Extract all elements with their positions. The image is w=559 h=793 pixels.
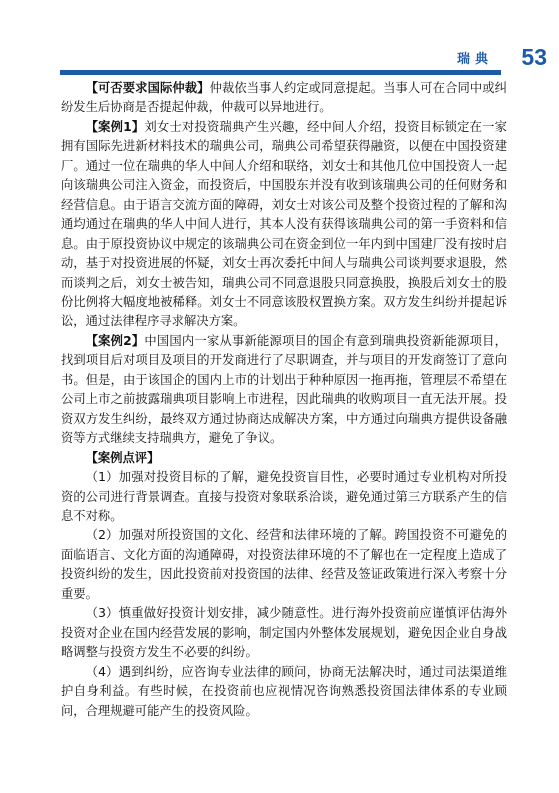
body-text [61, 79, 507, 721]
paragraph-text: （1）加强对投资目标的了解，避免投资盲目性，必要时通过专业机构对所投资的公司进行背景调查。直接与投资对象联系洽谈，避免通过第三方联系产生的信息不对称。 [61, 470, 507, 523]
paragraph-commentary-heading [61, 449, 507, 468]
paragraph-heading: 【可否要求国际仲裁】 [85, 81, 210, 95]
running-header-title: 瑞典 [456, 52, 493, 67]
header-rule [60, 70, 501, 75]
paragraph-point-4 [61, 663, 507, 721]
paragraph-heading: 【案例1】 [85, 119, 145, 134]
paragraph-point-1 [61, 468, 507, 526]
paragraph-heading: 【案例点评】 [85, 450, 160, 465]
paragraph-text: （4）遇到纠纷，应咨询专业法律的顾问，协商无法解决时，通过司法渠道维护自身利益。有些时候，在投资前也应视情况咨询熟悉投资国法律体系的专业顾问，合理规避可能产生的投资风险。 [61, 664, 507, 718]
paragraph-text: 中国国内一家从事新能源项目的国企有意到瑞典投资新能源项目，找到项目后对项目及项目的开发商进行了尽职调查，并与项目的开发商签订了意向书。但是，由于该国企的国内上市的计划出于种种原因一拖再拖，管理层不希望在公司上市之前披露瑞典项目影响上市进程，因此瑞典的收购项目一直无法开展。投资双方发生纠纷，最终双方通过协商达成解决方案，中方通过向瑞典方提供设备融资等方式继续支持瑞典方，避免了争议。 [61, 333, 507, 446]
paragraph-point-2 [61, 526, 507, 604]
paragraph-arbitration [61, 79, 507, 118]
paragraph-text: 仲裁依当事人约定或同意提起。当事人可在合同中或纠纷发生后协商是否提起仲裁，仲裁可以异地进行。 [61, 81, 507, 115]
paragraph-point-3 [61, 604, 507, 662]
paragraph-case-2 [61, 332, 507, 449]
paragraph-text: （3）慎重做好投资计划安排，减少随意性。进行海外投资前应谨慎评估海外投资对企业在国内经营发展的影响，制定国内外整体发展规划，避免因企业自身战略调整与投资方发生不必要的纠纷。 [61, 606, 507, 660]
page-header [0, 0, 559, 80]
paragraph-text: 刘女士对投资瑞典产生兴趣，经中间人介绍，投资目标锁定在一家拥有国际先进新材料技术的瑞典公司，瑞典公司希望获得融资，以便在中国投资建厂。通过一位在瑞典的华人中间人介绍和联络，刘女士和其他几位中国投资人一起向该瑞典公司注入资金，而投资后，中国股东并没有收到该瑞典公司的任何财务和经营信息。由于语言交流方面的障碍，刘女士对该公司及整个投资过程的了解和沟通均通过在瑞典的华人中间人进行，其本人没有获得该瑞典公司的第一手资料和信息。由于原投资协议中规定的该瑞典公司在资金到位一年内到中国建厂没有按时启动，基于对投资进展的怀疑，刘女士再次委托中间人与瑞典公司谈判要求退股，然而谈判之后，刘女士被告知，瑞典公司不同意退股只同意换股，换股后刘女士的股份比例将大幅度地被稀释。刘女士不同意该股权置换方案。双方发生纠纷并提起诉讼，通过法律程序寻求解决方案。 [61, 119, 507, 329]
paragraph-heading: 【案例2】 [85, 333, 145, 348]
paragraph-case-1 [61, 118, 507, 332]
paragraph-text: （2）加强对所投资国的文化、经营和法律环境的了解。跨国投资不可避免的面临语言、文化方面的沟通障碍，对投资法律环境的不了解也在一定程度上造成了投资纠纷的发生，因此投资前对投资国的法律、经营及签证政策进行深入考察十分重要。 [61, 528, 507, 601]
page-number: 53 [521, 44, 547, 70]
